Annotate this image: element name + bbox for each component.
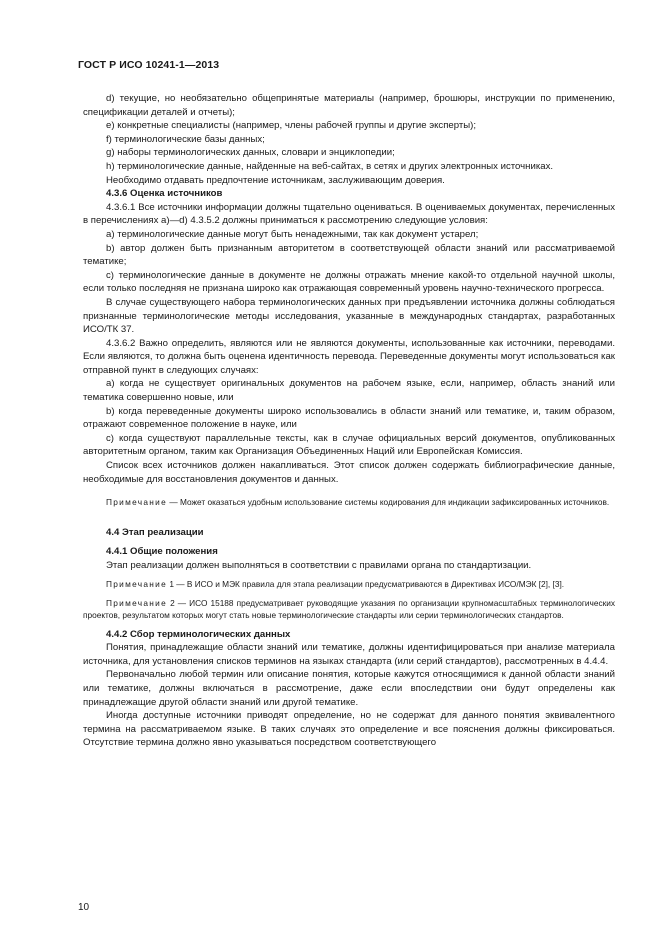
list-item-g: g) наборы терминологических данных, словари и энциклопедии; <box>106 147 395 159</box>
list-item-f: f) терминологические базы данных; <box>106 133 265 145</box>
list-item-a: a) когда не существует оригинальных документов на рабочем языке, если, например, область знаний или тематика совершенно новые, или <box>83 378 615 404</box>
paragraph-4-3-6-2: 4.3.6.2 Важно определить, являются или не являются документы, использованные как источники, переводами. Если являются, то должна быть оценена идентичность перевода. Переведенные документы могут использоваться как отправной пункт в следующих случаях: <box>83 337 615 376</box>
paragraph-initial-terms: Первоначально любой термин или описание понятия, которые кажутся относящимися к данной области знаний или тематике, должны включаться в рассмотрение, даже если впоследствии они будут определены как принадлежащие другой области знаний или другой тематике. <box>83 669 615 708</box>
page-content <box>83 92 615 750</box>
list-item-d: d) текущие, но необязательно общепринятые материалы (например, брошюры, инструкции по применению, спецификации деталей и отчеты); <box>83 93 615 118</box>
note-text: 1 — В ИСО и МЭК правила для этапа реализации предусматриваются в Директивах ИСО/МЭК [2], [3]. <box>167 579 565 590</box>
note-1 <box>83 578 615 590</box>
paragraph-source-list: Список всех источников должен накапливаться. Этот список должен содержать библиографические данные, необходимые для восстановления документов и данных. <box>83 460 615 485</box>
paragraph-4-3-6-1: 4.3.6.1 Все источники информации должны тщательно оцениваться. В оцениваемых документах, перечисленных в перечислениях а)—d) 4.3.5.2 должны приниматься к рассмотрению следующие условия: <box>83 201 615 227</box>
section-heading-4-4: 4.4 Этап реализации <box>106 526 204 538</box>
note-label: Примечание <box>106 579 168 590</box>
paragraph-preference: Необходимо отдавать предпочтение источникам, заслуживающим доверия. <box>106 174 445 186</box>
paragraph-missing-term: Иногда доступные источники приводят определение, но не содержат для данного понятия эквивалентного термина на рассматриваемом языке. В таких случаях это определение и все пояснения должны фиксироваться. Отсутствие термина должно явно указываться посредством соответствующего <box>83 710 615 749</box>
note-2 <box>83 597 615 622</box>
document-header: ГОСТ Р ИСО 10241-1—2013 <box>78 59 220 71</box>
paragraph-iso-tc37: В случае существующего набора терминологических данных при предъявлении источника должны соблюдаться признанные терминологические методы исследования, указанные в международных стандартах, разработанных ИСО/ТК 37. <box>83 296 615 336</box>
list-item-h: h) терминологические данные, найденные на веб-сайтах, в сетях и других электронных источниках. <box>106 160 554 172</box>
list-item-c: c) терминологические данные в документе не должны отражать мнение какой-то отдельной научной школы, если только последняя не признана широко как отражающая современный уровень научно-технического прогресса. <box>83 269 615 295</box>
note-text: — Может оказаться удобным использование системы кодирования для индикации зафиксированных источников. <box>167 497 610 508</box>
list-item-b: b) автор должен быть признанным авторитетом в соответствующей области знаний или рассматриваемой тематике; <box>83 242 615 268</box>
note-label: Примечание <box>106 597 168 608</box>
paragraph-concepts: Понятия, принадлежащие области знаний или тематике, должны идентифицироваться при анализе материала источника, для установления списков терминов на языках стандарта (или серий стандартов), рассмотренных в 4.4.4. <box>83 642 615 667</box>
section-heading-4-4-1: 4.4.1 Общие положения <box>106 546 218 558</box>
list-item-b: b) когда переведенные документы широко использовались в области знаний или тематике, и, таким образом, отражают современное положение в науке, или <box>83 405 615 431</box>
list-item-e: e) конкретные специалисты (например, члены рабочей группы и другие эксперты); <box>106 120 477 132</box>
note-coding <box>83 496 615 508</box>
list-item-a: a) терминологические данные могут быть ненадежными, так как документ устарел; <box>106 228 479 240</box>
page-number: 10 <box>78 902 90 913</box>
section-heading-4-3-6: 4.3.6 Оценка источников <box>106 188 223 200</box>
note-label: Примечание <box>106 497 168 508</box>
note-text: 2 — ИСО 15188 предусматривает руководящие указания по организации крупномасштабных терминологических проектов, результатом которых могут стать новые терминологические стандарты или серии терминологических стандартов. <box>83 597 615 621</box>
section-heading-4-4-2: 4.4.2 Сбор терминологических данных <box>106 628 291 640</box>
paragraph-4-4-1: Этап реализации должен выполняться в соответствии с правилами органа по стандартизации. <box>106 559 532 571</box>
list-item-c: c) когда существуют параллельные тексты, как в случае официальных версий документов, опубликованных авторитетным органом, таким как Организация Объединенных Наций или Европейская Комиссия. <box>83 432 615 458</box>
